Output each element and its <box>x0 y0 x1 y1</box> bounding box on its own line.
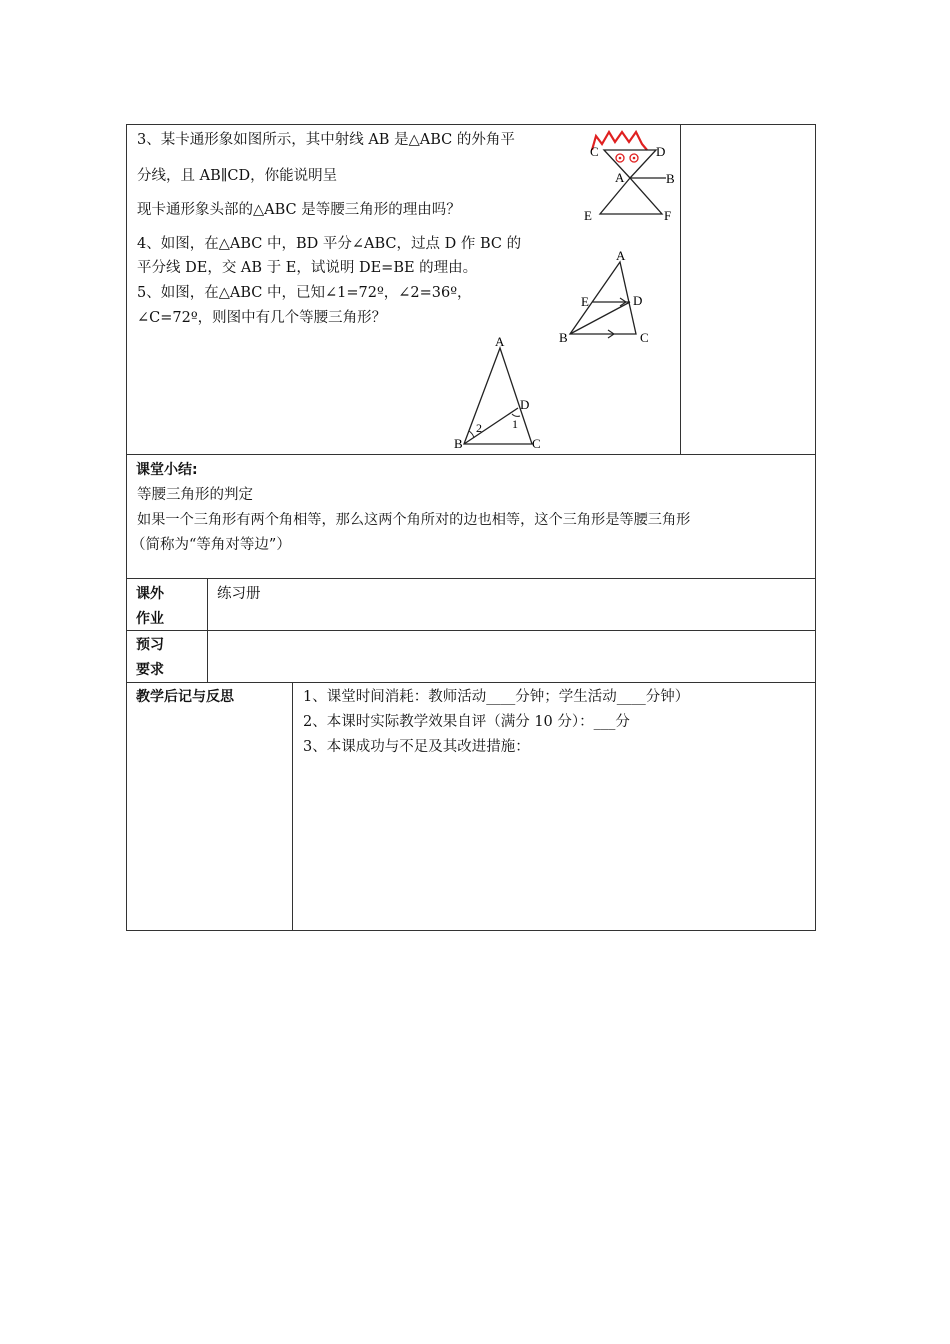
homework-label-2: 作业 <box>136 611 164 627</box>
cartoon-head <box>604 150 656 178</box>
point-a: A <box>495 334 505 349</box>
point-b: B <box>666 171 675 186</box>
point-c: C <box>590 144 599 159</box>
angle-2-arc <box>469 431 474 438</box>
point-a: A <box>615 170 625 185</box>
triangle-abc <box>570 262 636 334</box>
point-d: D <box>633 293 643 308</box>
point-c: C <box>640 330 649 345</box>
problem-4-line-2: 平分线 DE，交 AB 于 E，试说明 DE=BE 的理由。 <box>137 260 478 276</box>
problem-3-line-2: 分线，且 AB∥CD，你能说明呈 <box>137 168 338 184</box>
preview-label-2: 要求 <box>136 662 164 678</box>
reflection-item-1: 1、课堂时间消耗：教师活动____分钟；学生活动____分钟） <box>303 689 690 705</box>
point-b: B <box>454 436 463 451</box>
homework-label-1: 课外 <box>136 586 164 602</box>
problem-5-line-1: 5、如图，在△ABC 中，已知∠1=72º，∠2=36º， <box>137 285 472 301</box>
point-d: D <box>520 397 530 412</box>
cartoon-body <box>600 178 662 214</box>
segment-bd <box>570 302 630 334</box>
point-d: D <box>656 144 666 159</box>
cartoon-figure <box>578 128 678 228</box>
problem-4-figure <box>556 250 660 348</box>
point-b: B <box>559 330 568 345</box>
summary-line-2: 如果一个三角形有两个角相等，那么这两个角所对的边也相等，这个三角形是等腰三角形 <box>137 512 691 528</box>
point-f: F <box>664 208 672 223</box>
point-a: A <box>616 250 626 263</box>
problem-3-line-3: 现卡通形象头部的△ABC 是等腰三角形的理由吗？ <box>137 202 461 218</box>
angle-1-label: 1 <box>512 417 518 431</box>
homework-content: 练习册 <box>217 586 261 602</box>
problem-3-line-1: 3、某卡通形象如图所示，其中射线 AB 是△ABC 的外角平 <box>137 132 515 148</box>
angle-1-arc <box>512 414 520 416</box>
problem-4-line-1: 4、如图，在△ABC 中，BD 平分∠ABC，过点 D 作 BC 的 <box>137 236 522 252</box>
point-e: E <box>584 208 592 223</box>
problem-5-figure <box>448 334 548 454</box>
point-c: C <box>532 436 541 451</box>
reflection-label: 教学后记与反思 <box>136 689 234 705</box>
preview-label-1: 预习 <box>136 637 164 653</box>
angle-2-label: 2 <box>476 421 482 435</box>
triangle-abc <box>464 348 532 444</box>
problem-5-line-2: ∠C=72º，则图中有几个等腰三角形？ <box>137 310 387 326</box>
segment-bd <box>464 408 518 444</box>
point-e: E <box>581 294 589 309</box>
cartoon-crown <box>592 132 647 150</box>
reflection-item-3: 3、本课成功与不足及其改进措施： <box>303 739 530 755</box>
summary-line-1: 等腰三角形的判定 <box>137 487 253 503</box>
summary-title: 课堂小结: <box>136 462 198 478</box>
reflection-item-2: 2、本课时实际教学效果自评（满分 10 分）：___分 <box>303 714 630 730</box>
summary-line-3: （简称为“等角对等边”） <box>131 537 291 553</box>
